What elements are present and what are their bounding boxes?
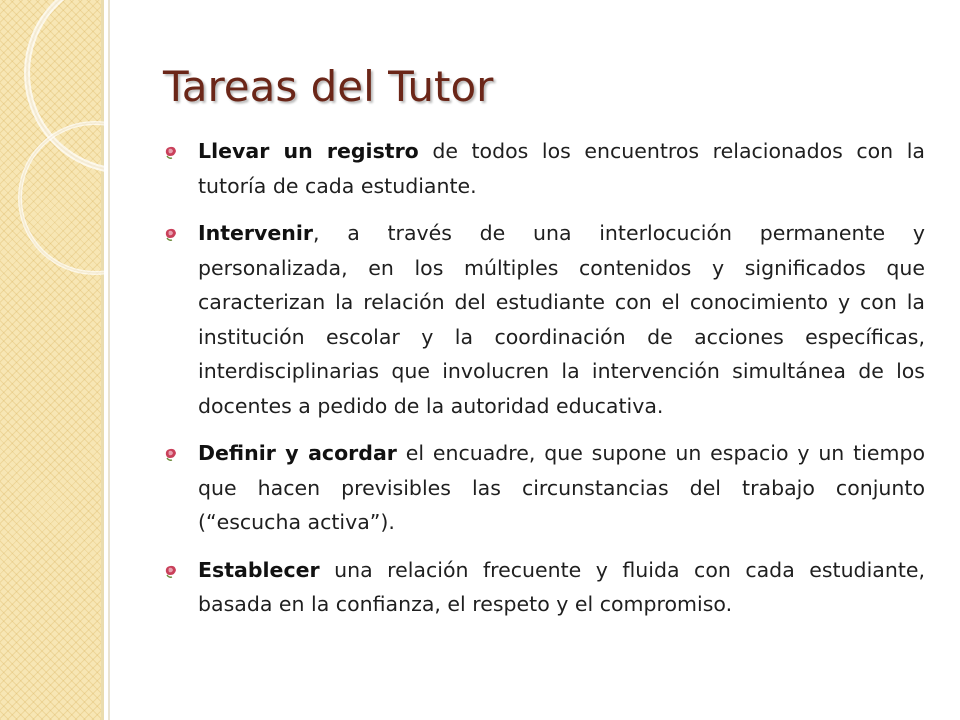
bullet-keyword: Llevar un registro [198, 139, 419, 163]
bullet-keyword: Establecer [198, 557, 320, 582]
bullet-item [163, 553, 925, 622]
rose-bullet-icon [163, 446, 179, 462]
rose-bullet-icon [163, 226, 179, 242]
slide-title: Tareas del Tutor [163, 62, 494, 111]
bullet-item [163, 436, 925, 540]
bullet-list [163, 134, 925, 635]
bullet-keyword: Intervenir [198, 221, 314, 245]
decorative-circles-icon [0, 0, 104, 720]
bullet-text: , a través de una interlocución permanente y personalizada, en los múltiples contenidos y significados que caracterizan la relación del estudiante con el conocimiento y con la institución escolar y la coordinación de acciones específicas, interdisciplinarias que involucren la intervención simultánea de los docentes a pedido de la autoridad educativa. [198, 221, 925, 418]
bullet-text: el encuadre, que supone un espacio y un tiempo que hacen previsibles las circunstancias del trabajo conjunto (“escucha activa”). [198, 441, 925, 534]
bullet-keyword: Definir y acordar [198, 441, 397, 465]
bullet-text: una relación frecuente y fluida con cada estudiante, basada en la confianza, el respeto y el compromiso. [198, 557, 925, 616]
side-divider [108, 0, 110, 720]
bullet-item [163, 216, 925, 423]
rose-bullet-icon [163, 144, 179, 160]
rose-bullet-icon [163, 563, 179, 579]
bullet-text: de todos los encuentros relacionados con la tutoría de cada estudiante. [198, 139, 925, 198]
decorative-side-strip [0, 0, 104, 720]
bullet-item [163, 134, 925, 203]
